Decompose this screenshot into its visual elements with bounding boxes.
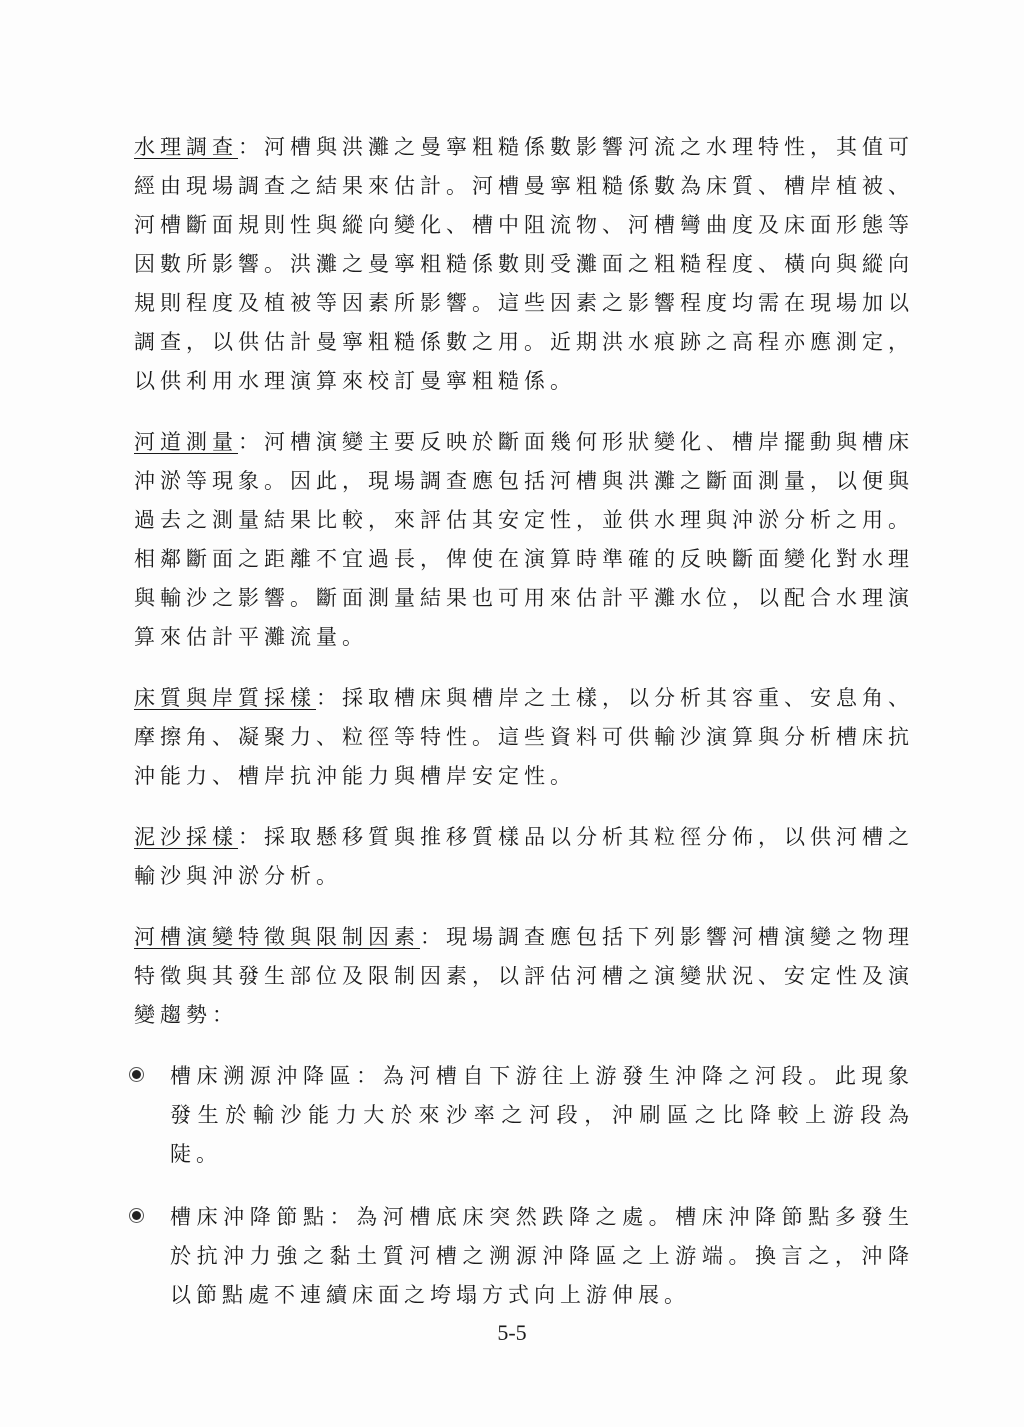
document-body bbox=[134, 128, 914, 1339]
section-text: ：現場調查應包括下列影響河槽演變之物理特徵與其發生部位及限制因素，以評估河槽之演變狀況、安定性及演變趨勢： bbox=[134, 925, 914, 1027]
section-evolution-features bbox=[134, 918, 914, 1035]
section-text: ：河槽與洪灘之曼寧粗糙係數影響河流之水理特性，其值可經由現場調查之結果來估計。河槽曼寧粗糙係數為床質、槽岸植被、河槽斷面規則性與縱向變化、槽中阻流物、河槽彎曲度及床面形態等因數所影響。洪灘之曼寧粗糙係數則受灘面之粗糙程度、橫向與縱向規則程度及植被等因素所影響。這些因素之影響程度均需在現場加以調查，以供估計曼寧粗糙係數之用。近期洪水痕跡之高程亦應測定，以供利用水理演算來校訂曼寧粗糙係。 bbox=[134, 135, 914, 393]
bullet-icon bbox=[132, 1211, 141, 1220]
section-heading: 水理調查 bbox=[134, 135, 238, 159]
bullet-text: 槽床溯源沖降區：為河槽自下游往上游發生沖降之河段。此現象發生於輸沙能力大於來沙率之河段，沖刷區之比降較上游段為陡。 bbox=[170, 1064, 914, 1166]
section-hydraulic-survey bbox=[134, 128, 914, 401]
section-text: ：採取懸移質與推移質樣品以分析其粒徑分佈，以供河槽之輸沙與沖淤分析。 bbox=[134, 825, 914, 888]
bullet-icon bbox=[132, 1070, 141, 1079]
section-bed-bank-sampling bbox=[134, 679, 914, 796]
bullet-item-knickpoint bbox=[134, 1198, 914, 1315]
feature-bullet-list bbox=[134, 1057, 914, 1315]
section-heading: 河槽演變特徵與限制因素 bbox=[134, 925, 420, 949]
section-heading: 泥沙採樣 bbox=[134, 825, 238, 849]
bullet-text: 槽床沖降節點：為河槽底床突然跌降之處。槽床沖降節點多發生於抗沖力強之黏土質河槽之溯源沖降區之上游端。換言之，沖降以節點處不連續床面之垮塌方式向上游伸展。 bbox=[170, 1205, 914, 1307]
page-number: 5-5 bbox=[497, 1320, 527, 1345]
section-text: ：採取槽床與槽岸之土樣，以分析其容重、安息角、摩擦角、凝聚力、粒徑等特性。這些資料可供輸沙演算與分析槽床抗沖能力、槽岸抗沖能力與槽岸安定性。 bbox=[134, 686, 914, 788]
section-text: ：河槽演變主要反映於斷面幾何形狀變化、槽岸擺動與槽床沖淤等現象。因此，現場調查應包括河槽與洪灘之斷面測量，以便與過去之測量結果比較，來評估其安定性，並供水理與沖淤分析之用。相鄰斷面之距離不宜過長，俾使在演算時準確的反映斷面變化對水理與輸沙之影響。斷面測量結果也可用來估計平灘水位，以配合水理演算來估計平灘流量。 bbox=[134, 430, 914, 649]
bullet-item-headcut-zone bbox=[134, 1057, 914, 1174]
section-channel-survey bbox=[134, 423, 914, 657]
section-sediment-sampling bbox=[134, 818, 914, 896]
section-heading: 河道測量 bbox=[134, 430, 238, 454]
section-heading: 床質與岸質採樣 bbox=[134, 686, 316, 710]
